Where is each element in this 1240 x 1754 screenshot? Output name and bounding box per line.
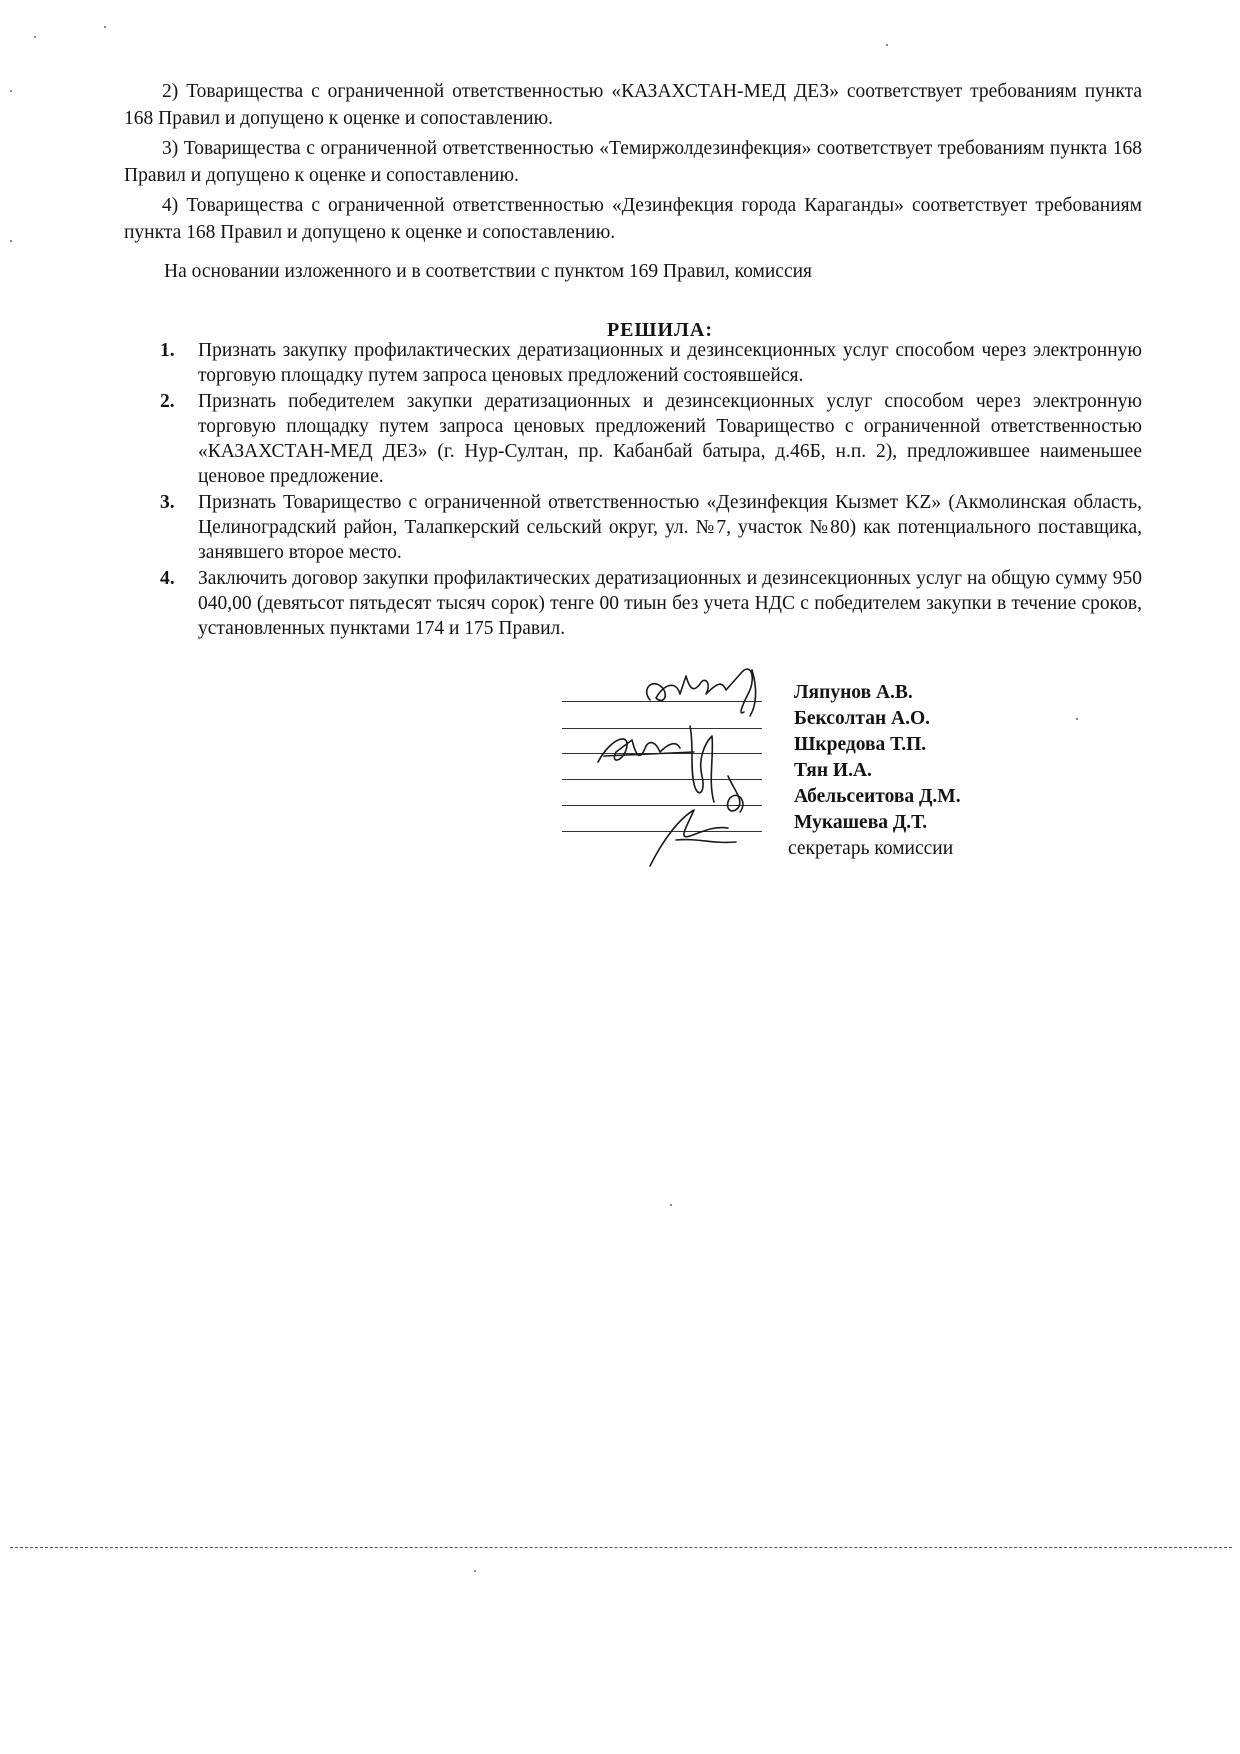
- signature-line: [562, 779, 762, 780]
- decision-number: 2.: [160, 391, 175, 412]
- signatory-name: Бексолтан А.О.: [794, 708, 931, 729]
- basis-paragraph: На основании изложенного и в соответствии с пунктом 169 Правил, комиссия: [164, 261, 813, 282]
- qualification-item-2: 2) Товарищества с ограниченной ответственностью «КАЗАХСТАН-МЕД ДЕЗ» соответствует требованиям пункта 168 Правил и допущено к оценке и сопоставлению.: [124, 81, 1142, 129]
- decision-item: [160, 490, 1142, 565]
- signatory-name: Мукашева Д.Т.: [794, 812, 928, 833]
- decision-item: [160, 338, 1142, 388]
- decision-number: 1.: [160, 340, 175, 361]
- signature-4: [728, 776, 743, 812]
- signatory-name: Шкредова Т.П.: [794, 734, 927, 755]
- signature-line: [562, 831, 762, 832]
- qualification-item-4: 4) Товарищества с ограниченной ответственностью «Дезинфекция города Караганды» соответствует требованиям пункта 168 Правил и допущено к оценке и сопоставлению.: [124, 195, 1142, 243]
- signature-line: [562, 753, 762, 754]
- signatory-name: Тян И.А.: [794, 760, 872, 781]
- signature-line: [562, 701, 762, 702]
- signature-3: [690, 726, 714, 802]
- scan-speck: [474, 1570, 476, 1572]
- signature-5: [650, 810, 736, 866]
- scan-dashed-rule: [10, 1547, 1232, 1548]
- signatories-block: [788, 680, 1094, 862]
- scan-speck: [10, 90, 12, 92]
- scan-speck: [886, 44, 888, 46]
- decision-number: 3.: [160, 492, 175, 513]
- decision-list: [160, 338, 1142, 642]
- signature-line: [562, 728, 762, 729]
- decision-text: Признать Товарищество с ограниченной ответственностью «Дезинфекция Кызмет KZ» (Акмолинская область, Целиноградский район, Талапкерский сельский округ, ул. №7, участок №80) как потенциального поставщика, занявшего второе место.: [198, 492, 1142, 563]
- scan-speck: [670, 1204, 672, 1206]
- scan-speck: [10, 240, 12, 242]
- signature-2: [598, 739, 694, 762]
- decision-item: [160, 566, 1142, 641]
- decision-heading: РЕШИЛА:: [606, 319, 714, 341]
- signatory-name: Абельсеитова Д.М.: [794, 786, 961, 807]
- scan-speck: [104, 26, 106, 28]
- signatory-name: Ляпунов А.В.: [794, 682, 913, 703]
- scan-speck: [1076, 718, 1078, 720]
- qualification-paragraphs: [124, 78, 1142, 249]
- scan-speck: [34, 36, 36, 38]
- decision-number: 4.: [160, 568, 175, 589]
- decision-text: Заключить договор закупки профилактических дератизационных и дезинсекционных услуг на общую сумму 950 040,00 (девятьсот пятьдесят тысяч сорок) тенге 00 тиын без учета НДС с победителем закупки в течение сроков, установленных пунктами 174 и 175 Правил.: [198, 568, 1142, 639]
- secretary-role: секретарь комиссии: [788, 838, 954, 859]
- decision-text: Признать закупку профилактических дератизационных и дезинсекционных услуг способом через электронную торговую площадку путем запроса ценовых предложений состоявшейся.: [198, 340, 1142, 386]
- decision-item: [160, 389, 1142, 489]
- qualification-item-3: 3) Товарищества с ограниченной ответственностью «Темиржолдезинфекция» соответствует требованиям пункта 168 Правил и допущено к оценке и сопоставлению.: [124, 138, 1142, 186]
- decision-text: Признать победителем закупки дератизационных и дезинсекционных услуг способом через электронную торговую площадку путем запроса ценовых предложений Товарищество с ограниченной ответственностью «КАЗАХСТАН-МЕД ДЕЗ» (г. Нур-Султан, пр. Кабанбай батыра, д.46Б, н.п. 2), предложившее наименьшее ценовое предложение.: [198, 391, 1142, 487]
- signature-line: [562, 805, 762, 806]
- signature-1: [647, 669, 756, 716]
